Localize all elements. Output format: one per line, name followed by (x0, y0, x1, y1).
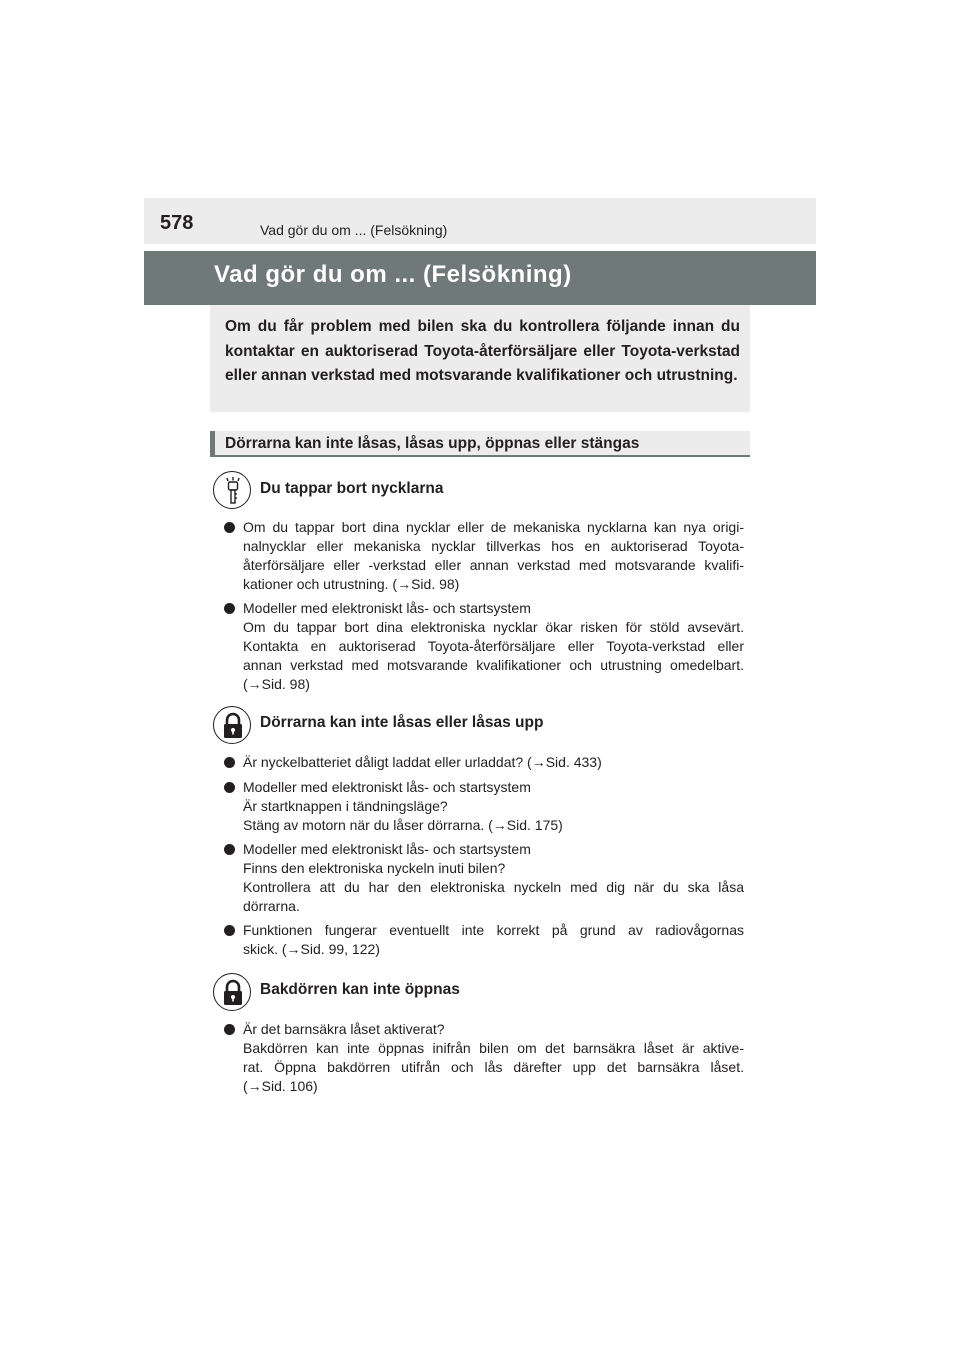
bullet-line: Stäng av motorn när du låser dörrarna. (→Sid. 175) (243, 817, 563, 833)
bullet-line: Modeller med elektroniskt lås- och startsystem (243, 841, 531, 857)
bullet-line: kationer och utrustning. (→Sid. 98) (243, 576, 460, 592)
bullet-line: Modeller med elektroniskt lås- och startsystem (243, 600, 531, 616)
bullet-dot (224, 603, 235, 614)
section-heading (210, 431, 750, 457)
list-item (224, 518, 744, 594)
bullet-line: annan verkstad med motsvarande kvalifikationer och utrustning omedelbart. (243, 657, 744, 673)
bullet-line: Är det barnsäkra låset aktiverat? (243, 1021, 445, 1037)
bullet-line: Finns den elektroniska nyckeln inuti bilen? (243, 860, 506, 876)
bullet-line: Kontrollera att du har den elektroniska nyckeln med dig när du ska låsa (243, 879, 744, 895)
page-number: 578 (160, 212, 194, 234)
bullet-line: Är startknappen i tändningsläge? (243, 798, 448, 814)
bullet-line: återförsäljare eller -verkstad eller annan verkstad med motsvarande kvalifi- (243, 557, 744, 573)
running-title: Vad gör du om ... (Felsökning) (260, 222, 448, 238)
bullet-line: Kontakta en auktoriserad Toyota-återförsäljare eller Toyota-verkstad eller (243, 638, 744, 654)
bullet-dot (224, 522, 235, 533)
bullet-line: Om du tappar bort dina elektroniska nycklar ökar risken för stöld avsevärt. (243, 619, 744, 635)
list-item (224, 1020, 744, 1096)
list-item (224, 778, 744, 835)
bullet-line: dörrarna. (243, 898, 300, 914)
bullet-line: Funktionen fungerar eventuellt inte korrekt på grund av radiovågornas (243, 922, 744, 938)
bullet-line: Modeller med elektroniskt lås- och startsystem (243, 779, 531, 795)
section-heading-text: Dörrarna kan inte låsas, låsas upp, öppnas eller stängas (225, 435, 640, 452)
bullet-line: nalnycklar eller mekaniska nycklar tillverkas hos en auktoriserad Toyota- (243, 538, 744, 554)
bullet-dot (224, 925, 235, 936)
list-item (224, 753, 744, 772)
list-item (224, 599, 744, 694)
intro-text: Om du får problem med bilen ska du kontrollera följande innan du kontaktar en auktoriserad Toyota-återförsäljare eller Toyota-verkstad eller annan verkstad med motsvarande kvalifikationer och utrustning. (225, 318, 740, 384)
list-item (224, 840, 744, 916)
bullet-dot (224, 757, 235, 768)
bullet-line: Bakdörren kan inte öppnas inifrån bilen om det barnsäkra låset är aktive- (243, 1040, 744, 1056)
lock-icon (213, 973, 251, 1011)
bullet-line: Är nyckelbatteriet dåligt laddat eller urladdat? (→Sid. 433) (243, 754, 602, 770)
bullet-line: skick. (→Sid. 99, 122) (243, 941, 380, 957)
subheading-back-door: Bakdörren kan inte öppnas (260, 981, 460, 998)
bullet-dot (224, 844, 235, 855)
subheading-lost-keys: Du tappar bort nycklarna (260, 480, 444, 497)
title-band (144, 251, 816, 305)
bullet-dot (224, 1024, 235, 1035)
section-heading-bar (210, 431, 215, 455)
bullet-line: (→Sid. 98) (243, 676, 310, 692)
key-icon (213, 471, 251, 509)
intro-box (210, 305, 750, 412)
bullet-line: (→Sid. 106) (243, 1078, 318, 1094)
subheading-cannot-lock: Dörrarna kan inte låsas eller låsas upp (260, 714, 544, 731)
list-item (224, 921, 744, 959)
header-bar (144, 198, 816, 244)
page-title: Vad gör du om ... (Felsökning) (214, 261, 572, 288)
bullet-dot (224, 782, 235, 793)
bullet-line: rat. Öppna bakdörren utifrån och lås därefter upp det barnsäkra låset. (243, 1059, 744, 1075)
lock-icon (213, 706, 251, 744)
bullet-line: Om du tappar bort dina nycklar eller de mekaniska nycklarna kan nya origi- (243, 519, 744, 535)
